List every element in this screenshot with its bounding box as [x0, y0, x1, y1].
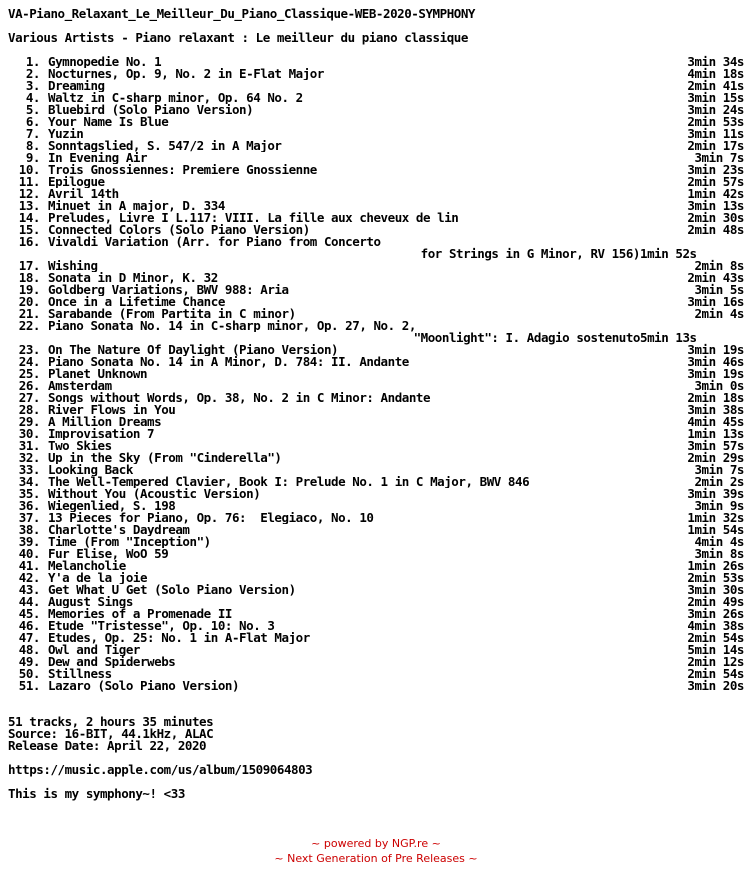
- track-number: 9.: [25, 150, 40, 165]
- track-row: [8, 476, 744, 488]
- track-title: Sonntagslied, S. 547/2 in A Major: [48, 140, 282, 152]
- track-title: Lazaro (Solo Piano Version): [48, 680, 240, 692]
- track-duration: 1min 52s: [640, 246, 697, 261]
- track-duration: 3min 26s: [687, 606, 744, 621]
- track-row: [8, 548, 744, 560]
- track-title: Without You (Acoustic Version): [48, 488, 261, 500]
- track-row: [8, 224, 744, 236]
- track-row: [8, 176, 744, 188]
- track-title: Melancholie: [48, 560, 126, 572]
- track-row: [8, 308, 744, 320]
- track-duration: 5min 13s: [640, 330, 697, 345]
- track-duration: 3min 11s: [687, 126, 744, 141]
- track-number: 1.: [25, 54, 40, 69]
- track-row: [8, 368, 744, 380]
- track-title: Songs without Words, Op. 38, No. 2 in C Minor: Andante: [48, 392, 431, 404]
- track-number: 35.: [18, 486, 40, 501]
- track-number: 3.: [25, 78, 40, 93]
- track-duration: 2min 54s: [687, 666, 744, 681]
- track-duration: 1min 32s: [687, 510, 744, 525]
- track-duration: 3min 57s: [687, 438, 744, 453]
- track-row: [8, 104, 744, 116]
- track-title: Once in a Lifetime Chance: [48, 296, 225, 308]
- track-title-continuation: for Strings in G Minor, RV 156): [420, 246, 640, 261]
- track-title: August Sings: [48, 596, 133, 608]
- track-number: 2.: [25, 66, 40, 81]
- track-number: 29.: [18, 414, 40, 429]
- track-number: 41.: [18, 558, 40, 573]
- track-row: [8, 512, 744, 524]
- track-title: In Evening Air: [48, 152, 148, 164]
- album-url: https://music.apple.com/us/album/1509064803: [8, 762, 313, 777]
- track-duration: 3min 13s: [687, 198, 744, 213]
- track-number: 33.: [18, 462, 40, 477]
- track-number: 16.: [18, 234, 40, 249]
- release-date: Release Date: April 22, 2020: [8, 738, 207, 753]
- track-title: Amsterdam: [48, 380, 112, 392]
- track-row: [8, 608, 744, 620]
- track-title: Owl and Tiger: [48, 644, 140, 656]
- track-duration: 2min 53s: [687, 114, 744, 129]
- track-row: [8, 356, 744, 368]
- track-title-continuation-row: [8, 248, 744, 260]
- track-title: Piano Sonata No. 14 in A Minor, D. 784: II. Andante: [48, 356, 409, 368]
- release-note: This is my symphony~! <33: [8, 786, 185, 801]
- track-row: [8, 536, 744, 548]
- track-row: [8, 272, 744, 284]
- track-duration: 2min 4s: [694, 306, 744, 321]
- track-row: [8, 164, 744, 176]
- spacer: [8, 248, 421, 260]
- track-row: [8, 620, 744, 632]
- track-title: Planet Unknown: [48, 368, 148, 380]
- track-duration: 2min 43s: [687, 270, 744, 285]
- track-duration: 3min 23s: [687, 162, 744, 177]
- track-title: Waltz in C-sharp minor, Op. 64 No. 2: [48, 92, 303, 104]
- track-row: [8, 680, 744, 692]
- track-number: 4.: [25, 90, 40, 105]
- track-title: Minuet in A major, D. 334: [48, 200, 225, 212]
- track-number: 27.: [18, 390, 40, 405]
- track-title: The Well-Tempered Clavier, Book I: Prelude No. 1 in C Major, BWV 846: [48, 476, 530, 488]
- track-row: [8, 380, 744, 392]
- track-title: Sarabande (From Partita in C minor): [48, 308, 296, 320]
- track-duration: 2min 18s: [687, 390, 744, 405]
- track-duration: 4min 45s: [687, 414, 744, 429]
- track-number: 26.: [18, 378, 40, 393]
- track-title: Etude "Tristesse", Op. 10: No. 3: [48, 620, 275, 632]
- track-number: 17.: [18, 258, 40, 273]
- track-number: 24.: [18, 354, 40, 369]
- track-title: Wishing: [48, 260, 98, 272]
- track-duration: 3min 5s: [694, 282, 744, 297]
- track-duration: 3min 0s: [694, 378, 744, 393]
- track-title: Up in the Sky (From "Cinderella"): [48, 452, 282, 464]
- track-row: [8, 656, 744, 668]
- tracks-total: 51 tracks, 2 hours 35 minutes: [8, 714, 214, 729]
- track-number: 36.: [18, 498, 40, 513]
- track-duration: 3min 16s: [687, 294, 744, 309]
- track-title: Stillness: [48, 668, 112, 680]
- track-title: Bluebird (Solo Piano Version): [48, 104, 254, 116]
- track-number: 22.: [18, 318, 40, 333]
- track-number: 5.: [25, 102, 40, 117]
- track-duration: 2min 2s: [694, 474, 744, 489]
- track-duration: 3min 8s: [694, 546, 744, 561]
- track-row: [8, 92, 744, 104]
- track-duration: 1min 13s: [687, 426, 744, 441]
- track-row: [8, 116, 744, 128]
- source-info: Source: 16-BIT, 44.1kHz, ALAC: [8, 726, 214, 741]
- track-duration: 2min 48s: [687, 222, 744, 237]
- track-number: 11.: [18, 174, 40, 189]
- tracklist: [8, 56, 744, 692]
- track-number: 20.: [18, 294, 40, 309]
- track-title: Sonata in D Minor, K. 32: [48, 272, 218, 284]
- track-title: Avril 14th: [48, 188, 119, 200]
- track-row: [8, 128, 744, 140]
- track-duration: 2min 41s: [687, 78, 744, 93]
- track-title: Time (From "Inception"): [48, 536, 211, 548]
- track-title: Improvisation 7: [48, 428, 155, 440]
- track-row: [8, 140, 744, 152]
- track-row: [8, 644, 744, 656]
- track-row: [8, 572, 744, 584]
- track-row: [8, 596, 744, 608]
- track-duration: 5min 14s: [687, 642, 744, 657]
- track-duration: 3min 30s: [687, 582, 744, 597]
- track-number: 8.: [25, 138, 40, 153]
- track-row: [8, 68, 744, 80]
- track-number: 44.: [18, 594, 40, 609]
- track-duration: 3min 46s: [687, 354, 744, 369]
- track-title: River Flows in You: [48, 404, 176, 416]
- track-number: 34.: [18, 474, 40, 489]
- track-duration: 3min 34s: [687, 54, 744, 69]
- track-title: Vivaldi Variation (Arr. for Piano from Concerto: [48, 236, 381, 248]
- track-duration: 3min 19s: [687, 366, 744, 381]
- track-number: 42.: [18, 570, 40, 585]
- track-row: [8, 296, 744, 308]
- track-row: [8, 80, 744, 92]
- track-title: Your Name Is Blue: [48, 116, 169, 128]
- track-title: Memories of a Promenade II: [48, 608, 232, 620]
- track-number: 43.: [18, 582, 40, 597]
- track-row: [8, 452, 744, 464]
- footer-tagline: ~ Next Generation of Pre Releases ~: [274, 852, 478, 865]
- track-title: Dreaming: [48, 80, 105, 92]
- track-row: [8, 524, 744, 536]
- track-title: Get What U Get (Solo Piano Version): [48, 584, 296, 596]
- track-row: [8, 56, 744, 68]
- track-duration: 3min 39s: [687, 486, 744, 501]
- powered-by-link[interactable]: ~ powered by NGP.re ~: [311, 837, 441, 850]
- track-title: Looking Back: [48, 464, 133, 476]
- track-title: Piano Sonata No. 14 in C-sharp minor, Op. 27, No. 2,: [48, 320, 416, 332]
- track-duration: 4min 4s: [694, 534, 744, 549]
- track-number: 46.: [18, 618, 40, 633]
- track-row: [8, 416, 744, 428]
- track-number: 14.: [18, 210, 40, 225]
- track-duration: 2min 12s: [687, 654, 744, 669]
- track-number: 40.: [18, 546, 40, 561]
- track-title: On The Nature Of Daylight (Piano Version): [48, 344, 339, 356]
- track-row: [8, 284, 744, 296]
- track-number: 21.: [18, 306, 40, 321]
- track-number: 19.: [18, 282, 40, 297]
- track-number: 32.: [18, 450, 40, 465]
- track-row: [8, 392, 744, 404]
- track-duration: 2min 29s: [687, 450, 744, 465]
- track-row: [8, 584, 744, 596]
- track-title: 13 Pieces for Piano, Op. 76: Elegiaco, No. 10: [48, 512, 374, 524]
- track-duration: 3min 7s: [694, 150, 744, 165]
- track-number: 50.: [18, 666, 40, 681]
- track-duration: 2min 8s: [694, 258, 744, 273]
- track-row: [8, 152, 744, 164]
- track-title: A Million Dreams: [48, 416, 162, 428]
- track-duration: 4min 18s: [687, 66, 744, 81]
- track-row: [8, 200, 744, 212]
- track-duration: 1min 42s: [687, 186, 744, 201]
- track-title: Fur Elise, WoO 59: [48, 548, 169, 560]
- track-duration: 3min 19s: [687, 342, 744, 357]
- track-title: Y'a de la joie: [48, 572, 148, 584]
- track-row: [8, 560, 744, 572]
- track-duration: 3min 24s: [687, 102, 744, 117]
- track-title: Nocturnes, Op. 9, No. 2 in E-Flat Major: [48, 68, 324, 80]
- track-row: [8, 428, 744, 440]
- track-duration: 3min 15s: [687, 90, 744, 105]
- track-title-continuation-row: [8, 332, 744, 344]
- track-title: Etudes, Op. 25: No. 1 in A-Flat Major: [48, 632, 310, 644]
- track-number: 7.: [25, 126, 40, 141]
- track-row: [8, 440, 744, 452]
- track-number: 12.: [18, 186, 40, 201]
- track-row: [8, 488, 744, 500]
- track-row: [8, 188, 744, 200]
- track-title: Goldberg Variations, BWV 988: Aria: [48, 284, 289, 296]
- track-duration: 1min 26s: [687, 558, 744, 573]
- footer: [0, 836, 752, 866]
- track-duration: 2min 54s: [687, 630, 744, 645]
- track-number: 49.: [18, 654, 40, 669]
- track-row: [8, 632, 744, 644]
- track-title: Epilogue: [48, 176, 105, 188]
- track-title: Yuzin: [48, 128, 84, 140]
- track-number: 38.: [18, 522, 40, 537]
- track-duration: 2min 57s: [687, 174, 744, 189]
- track-title: Gymnopedie No. 1: [48, 56, 162, 68]
- spacer: [8, 692, 744, 704]
- track-number: 45.: [18, 606, 40, 621]
- track-duration: 2min 53s: [687, 570, 744, 585]
- track-title: Wiegenlied, S. 198: [48, 500, 176, 512]
- track-duration: 2min 30s: [687, 210, 744, 225]
- track-title: Preludes, Livre I L.117: VIII. La fille aux cheveux de lin: [48, 212, 459, 224]
- track-number: 6.: [25, 114, 40, 129]
- track-duration: 2min 17s: [687, 138, 744, 153]
- nfo-document: [8, 8, 744, 800]
- track-row: [8, 464, 744, 476]
- track-number: 48.: [18, 642, 40, 657]
- track-title: Two Skies: [48, 440, 112, 452]
- track-duration: 3min 7s: [694, 462, 744, 477]
- album-line: Various Artists - Piano relaxant : Le meilleur du piano classique: [8, 30, 468, 45]
- track-title-continuation: "Moonlight": I. Adagio sostenuto: [413, 330, 640, 345]
- track-number: 28.: [18, 402, 40, 417]
- track-number: 18.: [18, 270, 40, 285]
- track-row: [8, 500, 744, 512]
- track-number: 47.: [18, 630, 40, 645]
- track-number: 15.: [18, 222, 40, 237]
- track-number: 25.: [18, 366, 40, 381]
- track-duration: 3min 20s: [687, 678, 744, 693]
- track-duration: 1min 54s: [687, 522, 744, 537]
- track-row: [8, 404, 744, 416]
- track-row: [8, 344, 744, 356]
- track-number: 51.: [18, 678, 40, 693]
- track-title: Charlotte's Daydream: [48, 524, 190, 536]
- track-row: [8, 260, 744, 272]
- track-number: 37.: [18, 510, 40, 525]
- track-number: 30.: [18, 426, 40, 441]
- track-number: 23.: [18, 342, 40, 357]
- release-name: VA-Piano_Relaxant_Le_Meilleur_Du_Piano_Classique-WEB-2020-SYMPHONY: [8, 6, 475, 21]
- track-duration: 3min 38s: [687, 402, 744, 417]
- track-title: Trois Gnossiennes: Premiere Gnossienne: [48, 164, 317, 176]
- track-number: 13.: [18, 198, 40, 213]
- spacer: [8, 44, 744, 56]
- track-number: 10.: [18, 162, 40, 177]
- track-title: Dew and Spiderwebs: [48, 656, 176, 668]
- spacer: [8, 332, 414, 344]
- track-duration: 3min 9s: [694, 498, 744, 513]
- track-row: [8, 212, 744, 224]
- track-row: [8, 668, 744, 680]
- track-number: 39.: [18, 534, 40, 549]
- track-duration: 2min 49s: [687, 594, 744, 609]
- track-duration: 4min 38s: [687, 618, 744, 633]
- track-number: 31.: [18, 438, 40, 453]
- track-title: Connected Colors (Solo Piano Version): [48, 224, 310, 236]
